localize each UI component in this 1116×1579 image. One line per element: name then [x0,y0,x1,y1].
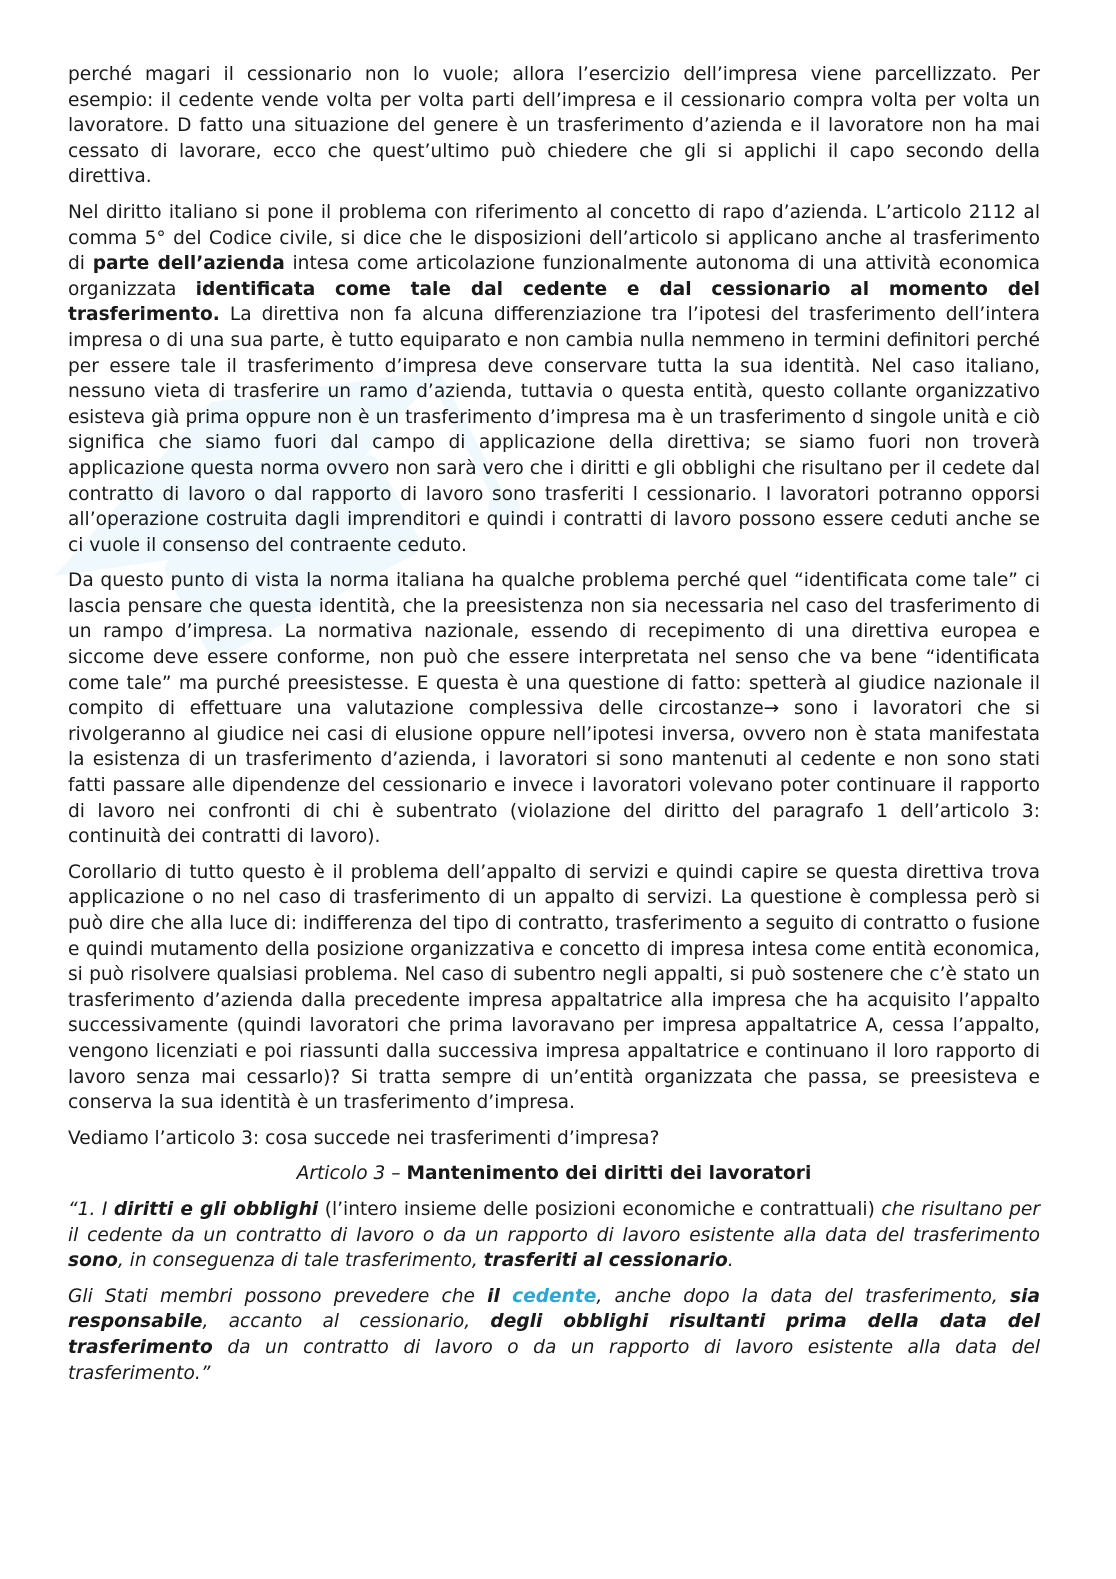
paragraph-3: Da questo punto di vista la norma italiana ha qualche problema perché quel “identificata come tale” ci lascia pensare che questa identità, che la preesistenza non sia necessaria nel caso del trasferimento di un rampo d’impresa. La normativa nazionale, essendo di recepimento di una direttiva europea e siccome deve essere conforme, non può che essere interpretata nel senso che va bene “identificata come tale” ma purché preesistesse. E questa è una questione di fatto: spetterà al giudice nazionale il compito di effettuare una valutazione complessiva delle circostanze→ sono i lavoratori che si rivolgeranno al giudice nei casi di elusione oppure nell’ipotesi inversa, ovvero non è stata manifestata la esistenza di un trasferimento d’azienda, i lavoratori si sono mantenuti al cedente e non sono stati fatti passare alle dipendenze del cessionario e invece i lavoratori volevano poter continuare il rapporto di lavoro nei confronti di chi è subentrato (violazione del diritto del paragrafo 1 dell’articolo 3: continuità dei contratti di lavoro). [68,570,1040,848]
article-heading: Articolo 3 – Mantenimento dei diritti dei lavoratori [296,1163,812,1185]
paragraph-4: Corollario di tutto questo è il problema dell’appalto di servizi e quindi capire se questa direttiva trova applicazione o no nel caso di trasferimento di un appalto di servizi. La questione è complessa però si può dire che alla luce di: indifferenza del tipo di contratto, trasferimento a seguito di contratto o fusione e quindi mutamento della posizione organizzativa e concetto di impresa intesa come entità economica, si può risolvere qualsiasi problema. Nel caso di subentro negli appalti, si può sostenere che c’è stato un trasferimento d’azienda dalla precedente impresa appaltatrice alla impresa che ha acquisito l’appalto successivamente (quindi lavoratori che prima lavoravano per impresa appaltatrice A, cessa l’appalto, vengono licenziati e poi riassunti dalla successiva impresa appaltatrice e continuano il loro rapporto di lavoro senza mai cessarlo)? Si tratta sempre di un’entità organizzata che passa, se preesisteva e conserva la sua identità è un trasferimento d’impresa. [68,861,1040,1114]
quote-paragraph-2: Gli Stati membri possono prevedere che il cedente, anche dopo la data del trasferimento, sia responsabile, accanto al cessionario, degli obblighi risultanti prima della data del trasferimento da un contratto di lavoro o da un rapporto di lavoro esistente alla data del trasferimento.” [68,1285,1040,1384]
bold-phrase: parte dell’azienda [92,253,285,275]
paragraph-5: Vediamo l’articolo 3: cosa succede nei trasferimenti d’impresa? [68,1127,660,1149]
document-page [68,62,1040,1396]
paragraph-2: Nel diritto italiano si pone il problema con riferimento al concetto di rapo d’azienda. L’articolo 2112 al comma 5° del Codice civile, si dice che le disposizioni dell’articolo si applicano anche al trasferimento di parte dell’azienda intesa come articolazione funzionalmente autonoma di una attività economica organizzata identificata come tale dal cedente e dal cessionario al momento del trasferimento. La direttiva non fa alcuna differenziazione tra l’ipotesi del trasferimento dell’intera impresa o di una sua parte, è tutto equiparato e non cambia nulla nemmeno in termini definitori perché per essere tale il trasferimento d’impresa deve conservare tutta la sua identità. Nel caso italiano, nessuno vieta di trasferire un ramo d’azienda, tuttavia o questa entità, questo collante organizzativo esisteva già prima oppure non è un trasferimento d’impresa ma è un trasferimento d singole unità e ciò significa che siamo fuori dal campo di applicazione della direttiva; se siamo fuori non troverà applicazione questa norma ovvero non sarà vero che i diritti e gli obblighi che risultano per il cedete dal contratto di lavoro o dal rapporto di lavoro sono trasferiti l cessionario. I lavoratori potranno opporsi all’operazione costruita dagli imprenditori e quindi i contratti di lavoro possono essere ceduti anche se ci vuole il consenso del contraente ceduto. [68,201,1040,556]
paragraph-1: perché magari il cessionario non lo vuole; allora l’esercizio dell’impresa viene parcellizzato. Per esempio: il cedente vende volta per volta parti dell’impresa e il cessionario compra volta per volta un lavoratore. D fatto una situazione del genere è un trasferimento d’azienda e il lavoratore non ha mai cessato di lavorare, ecco che quest’ultimo può chiedere che gli si applichi il capo secondo della direttiva. [68,64,1040,188]
quote-paragraph-1: “1. I diritti e gli obblighi (l’intero insieme delle posizioni economiche e contrattuali) che risultano per il cedente da un contratto di lavoro o da un rapporto di lavoro esistente alla data del trasferimento sono, in conseguenza di tale trasferimento, trasferiti al cessionario. [68,1198,1040,1272]
highlight-cedente: cedente [512,1285,597,1307]
bold-phrase: identificata come tale dal cedente e dal cessionario al momento del trasferimento. [68,278,1040,326]
article-number: Articolo 3 [296,1163,386,1185]
article-title: Mantenimento dei diritti dei lavoratori [406,1163,812,1185]
